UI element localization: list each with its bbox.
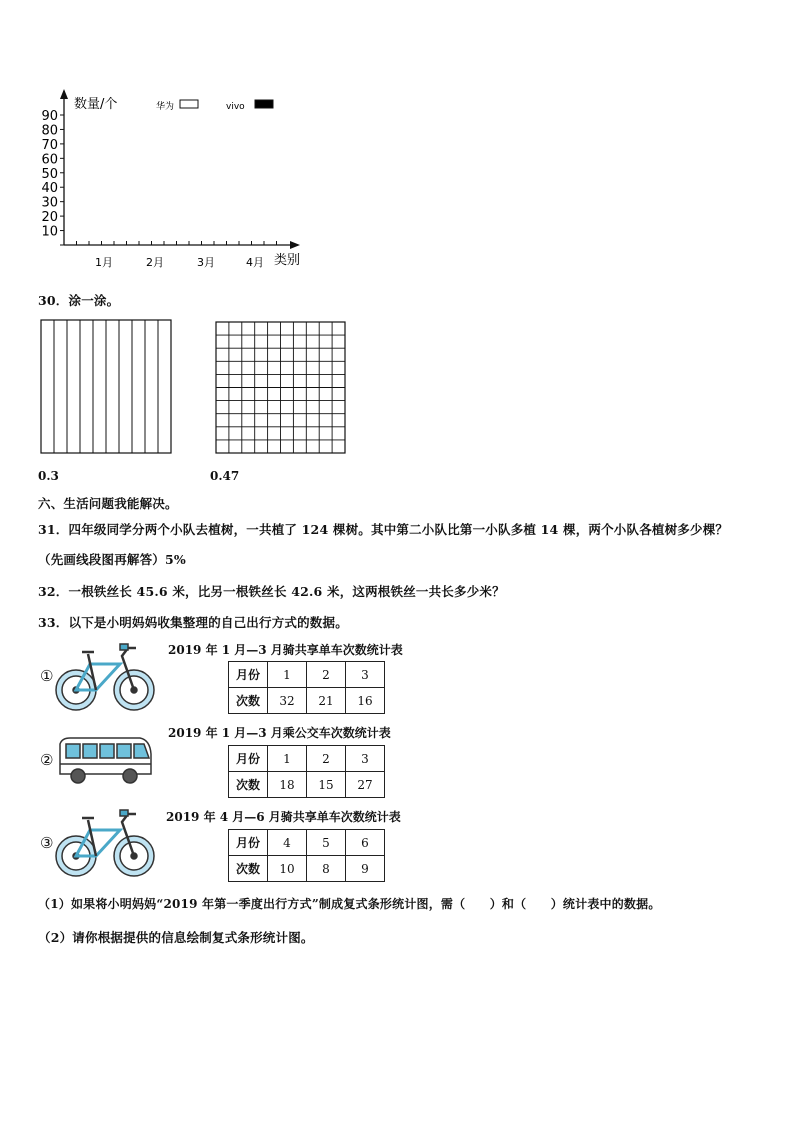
table1-month: 3 — [346, 662, 385, 688]
x-category-label: 2月 — [146, 256, 164, 269]
x-axis-arrow — [290, 241, 300, 249]
legend-label: 华为 — [156, 102, 175, 112]
table2-count-header: 次数 — [229, 772, 268, 798]
table2-month: 2 — [307, 746, 346, 772]
table1-count: 16 — [346, 688, 385, 714]
q33-intro: 33．以下是小明妈妈收集整理的自己出行方式的数据。 — [38, 615, 348, 630]
table1-month-header: 月份 — [229, 662, 268, 688]
table3-title: 2019 年 4 月—6 月骑共享单车次数统计表 — [166, 810, 401, 824]
y-axis-arrow — [60, 89, 68, 99]
x-category-label: 1月 — [95, 256, 113, 269]
table1-count: 21 — [307, 688, 346, 714]
q31-line1: 31．四年级同学分两个小队去植树，一共植了 124 棵树。其中第二小队比第一小队多植 14 棵，两个小队各植树多少棵？ — [38, 522, 729, 537]
table2-month: 1 — [268, 746, 307, 772]
table2-count: 18 — [268, 772, 307, 798]
table2-count: 15 — [307, 772, 346, 798]
legend-label: vivo — [226, 102, 245, 112]
table1-count: 32 — [268, 688, 307, 714]
table3-month-header: 月份 — [229, 830, 268, 856]
y-tick-label: 60 — [41, 152, 58, 168]
q33-sub2: （2）请你根据提供的信息绘制复式条形统计图。 — [38, 930, 314, 945]
table2-title: 2019 年 1 月—3 月乘公交车次数统计表 — [168, 726, 391, 740]
table3-month: 4 — [268, 830, 307, 856]
table3-month: 6 — [346, 830, 385, 856]
bar-chart — [30, 85, 320, 275]
x-category-label: 4月 — [246, 256, 264, 269]
table3-count: 10 — [268, 856, 307, 882]
table1 — [228, 661, 385, 714]
table2 — [228, 745, 385, 798]
q30-fig2-label: 0.47 — [210, 469, 240, 483]
bicycle-icon — [54, 640, 158, 714]
table3-count: 8 — [307, 856, 346, 882]
table2-month-header: 月份 — [229, 746, 268, 772]
y-tick-label: 80 — [41, 123, 58, 139]
marker-1: ① — [40, 667, 54, 685]
q30-figure-columns — [40, 319, 172, 454]
table3-month: 5 — [307, 830, 346, 856]
q31-line2: （先画线段图再解答）5% — [38, 552, 186, 567]
y-tick-label: 30 — [41, 195, 58, 211]
table1-month: 2 — [307, 662, 346, 688]
y-tick-label: 70 — [41, 137, 58, 153]
table2-month: 3 — [346, 746, 385, 772]
x-category-label: 3月 — [197, 256, 215, 269]
q30-figure-grid — [215, 321, 346, 454]
y-tick-label: 90 — [41, 109, 58, 124]
q33-sub1: （1）如果将小明妈妈“2019 年第一季度出行方式”制成复式条形统计图，需（ ）和（ ）统计表中的数据。 — [38, 897, 661, 911]
table2-count: 27 — [346, 772, 385, 798]
y-axis-label: 数量/个 — [74, 97, 118, 112]
y-tick-label: 50 — [41, 166, 58, 182]
y-tick-label: 10 — [41, 224, 58, 240]
bus-icon — [56, 734, 154, 786]
legend-swatch — [255, 100, 273, 108]
marker-3: ③ — [40, 834, 54, 852]
table3 — [228, 829, 385, 882]
y-tick-label: 20 — [41, 210, 58, 226]
table1-count-header: 次数 — [229, 688, 268, 714]
table1-title: 2019 年 1 月—3 月骑共享单车次数统计表 — [168, 643, 403, 657]
q32-text: 32．一根铁丝长 45.6 米，比另一根铁丝长 42.6 米，这两根铁丝一共长多少米？ — [38, 584, 505, 599]
table3-count: 9 — [346, 856, 385, 882]
q30-fig1-label: 0.3 — [38, 469, 59, 483]
legend-swatch — [180, 100, 198, 108]
marker-2: ② — [40, 751, 54, 769]
y-tick-label: 40 — [41, 181, 58, 197]
table3-count-header: 次数 — [229, 856, 268, 882]
section-6-heading: 六、生活问题我能解决。 — [38, 496, 178, 511]
x-axis-label: 类别 — [274, 253, 301, 268]
bicycle-icon — [54, 806, 158, 880]
table1-month: 1 — [268, 662, 307, 688]
q30-title: 30．涂一涂。 — [38, 293, 120, 308]
